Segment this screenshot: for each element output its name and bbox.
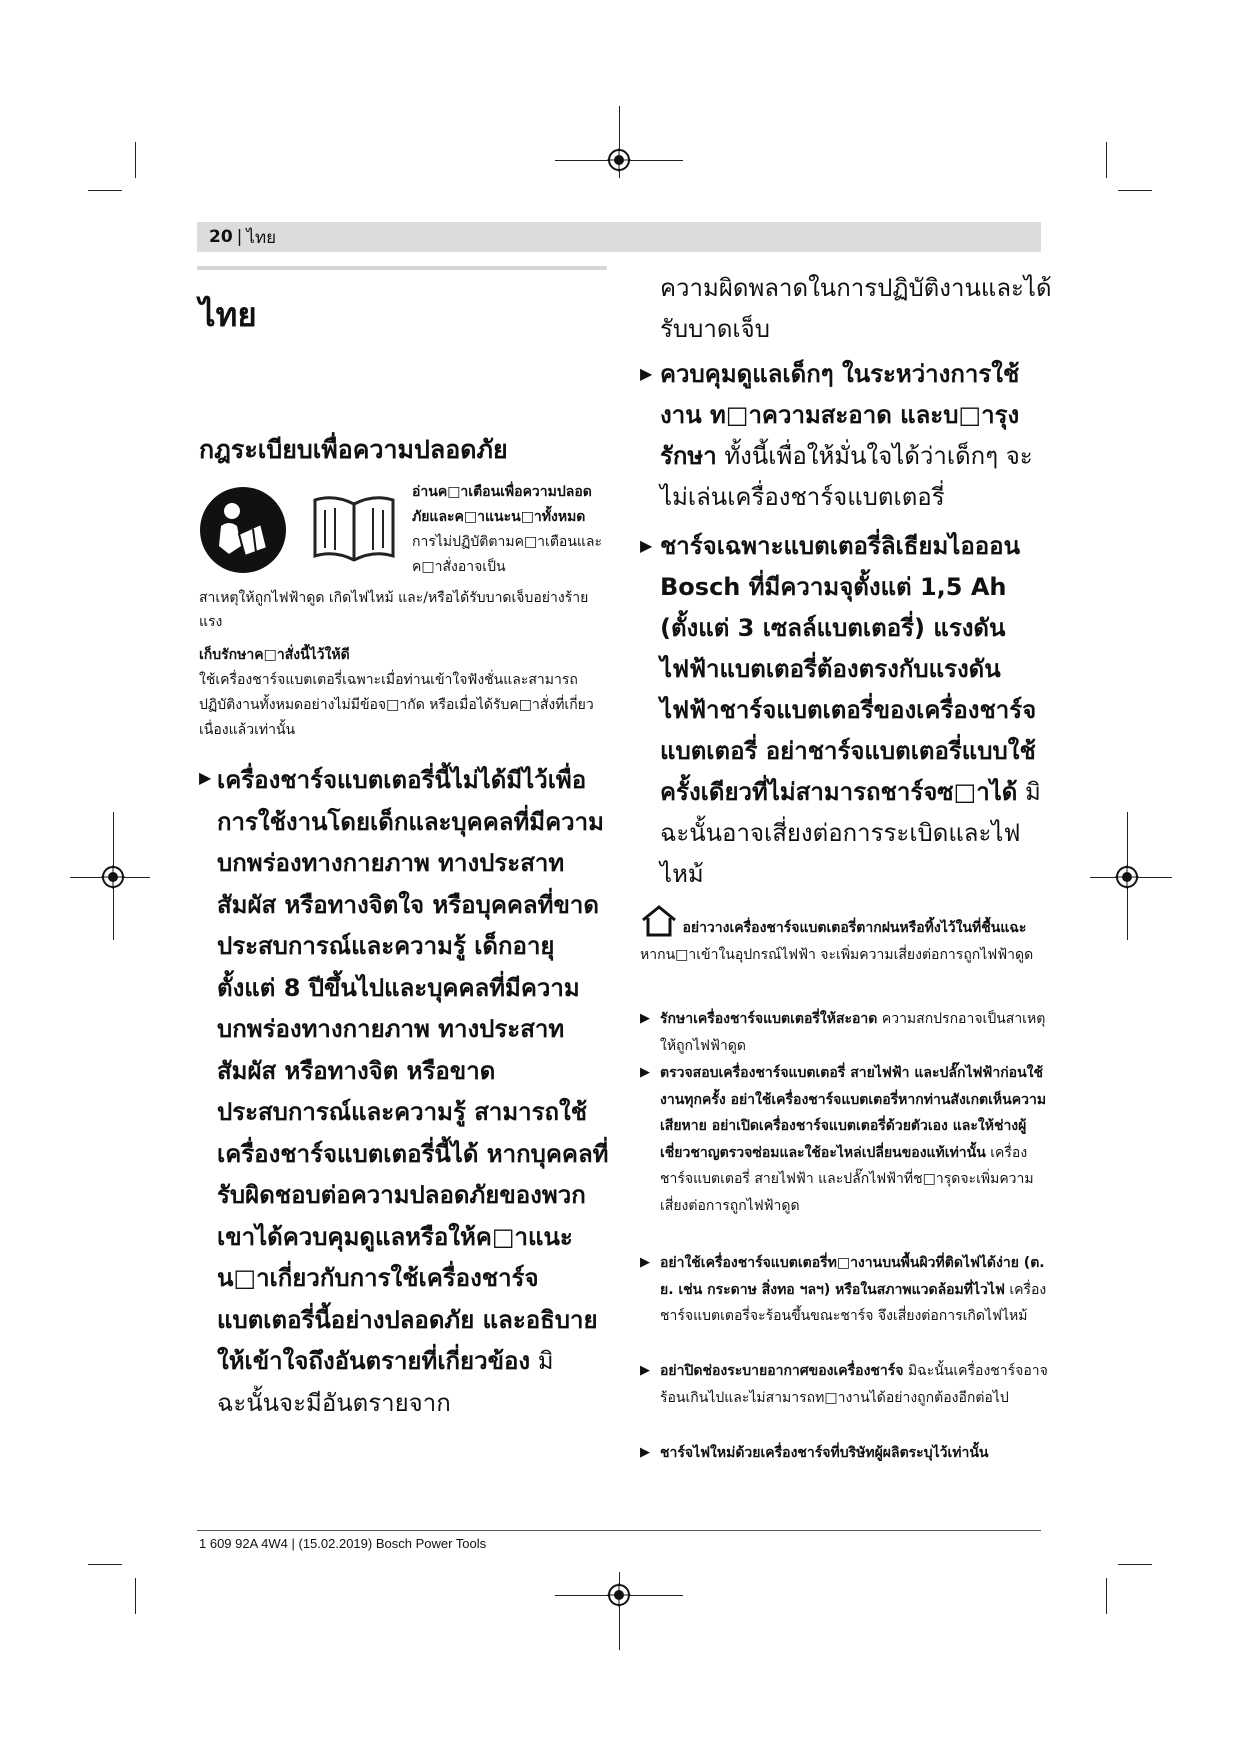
warning-body: การไม่ปฏิบัติตามค□าเตือนและค□าสั่งอาจเป็น bbox=[412, 534, 603, 575]
warning-continued: สาเหตุให้ถูกไฟฟ้าดูด เกิดไฟไหม้ และ/หรือได้รับบาดเจ็บอย่างร้ายแรง bbox=[199, 590, 589, 630]
bullet-marker: ▶ bbox=[640, 1255, 650, 1270]
small-bullet-bold: ชาร์จไฟใหม่ด้วยเครื่องชาร์จที่บริษัทผู้ผลิตระบุไว้เท่านั้น bbox=[660, 1445, 989, 1461]
indoor-use-bold: อย่าวางเครื่องชาร์จแบตเตอรี่ตากฝนหรือทิ้งไว้ในที่ชื้นแฉะ bbox=[682, 920, 1027, 936]
small-bullet-text: เครื่องชาร์จแบตเตอรี่จะร้อนขึ้นขณะชาร์จ จึงเสี่ยงต่อการเกิดไฟไหม้ bbox=[660, 1281, 1047, 1324]
small-bullet-bold: อย่าปิดช่องระบายอากาศของเครื่องชาร์จ bbox=[660, 1363, 904, 1379]
bullet-marker: ▶ bbox=[199, 768, 212, 787]
header-language: ไทย bbox=[246, 227, 277, 248]
page-footer: 1 609 92A 4W4 | (15.02.2019) Bosch Power Tools bbox=[199, 1536, 487, 1551]
indoor-use-text: หากน□าเข้าในอุปกรณ์ไฟฟ้า จะเพิ่มความเสี่ยงต่อการถูกไฟฟ้าดูด bbox=[640, 947, 1034, 963]
indoor-use-house-icon bbox=[640, 904, 678, 938]
bullet-children bbox=[199, 760, 609, 1424]
column-rule bbox=[197, 266, 607, 270]
indoor-use-note bbox=[640, 904, 1050, 969]
bullet-marker: ▶ bbox=[640, 1445, 650, 1460]
section-title: ไทย bbox=[199, 295, 257, 334]
keep-instructions-title: เก็บรักษาค□าสั่งนี้ไว้ให้ดี bbox=[199, 647, 350, 663]
bullet-marker: ▶ bbox=[640, 1011, 650, 1026]
bullet-marker: ▶ bbox=[640, 1065, 650, 1080]
bullet-supervise-text: ทั้งนี้เพื่อให้มั่นใจได้ว่าเด็กๆ จะไม่เล่นเครื่องชาร์จแบตเตอรี่ bbox=[660, 442, 1033, 511]
bullet-lithium-bold: ชาร์จเฉพาะแบตเตอรี่ลิเธียมไอออน Bosch ที่มีความจุตั้งแต่ 1,5 Ah (ตั้งแต่ 3 เซลล์แบตเตอรี่) แรงดันไฟฟ้าแบตเตอรี่ต้องตรงกับแรงดันไฟฟ้าชาร์จแบตเตอรี่ของเครื่องชาร์จแบตเตอรี่ อย่าชาร์จแบตเตอรี่แบบใช้ครั้งเดียวที่ไม่สามารถชาร์จซ□าได้ bbox=[660, 532, 1037, 806]
warning-text bbox=[412, 480, 608, 580]
warning-bold: อ่านค□าเตือนเพื่อความปลอดภัยและค□าแนะน□าทั้งหมด bbox=[412, 484, 592, 525]
right-intro-text: ความผิดพลาดในการปฏิบัติงานและได้รับบาดเจ็บ bbox=[660, 274, 1052, 343]
crop-mark bbox=[135, 1578, 136, 1614]
header-separator: | bbox=[236, 227, 243, 247]
small-bullet bbox=[640, 1006, 1050, 1059]
page-number: 20 bbox=[209, 227, 233, 247]
small-bullet-text: ความสกปรกอาจเป็นสาเหตุให้ถูกไฟฟ้าดูด bbox=[660, 1011, 1046, 1054]
crop-mark bbox=[1118, 1564, 1152, 1565]
footer-rule bbox=[197, 1530, 1041, 1531]
bullet-supervise-bold: ควบคุมดูแลเด็กๆ ในระหว่างการใช้งาน ท□าความสะอาด และบ□ารุงรักษา bbox=[660, 360, 1020, 470]
keep-instructions-text: ใช้เครื่องชาร์จแบตเตอรี่เฉพาะเมื่อท่านเข้าใจฟังชั่นและสามารถปฏิบัติงานทั้งหมดอย่างไม่มีข้อจ□ากัด หรือเมื่อได้รับค□าสั่งที่เกี่ยวเนื่องแล้วเท่านั้น bbox=[199, 672, 594, 738]
crop-mark bbox=[1106, 1578, 1107, 1614]
small-bullet-text: เครื่องชาร์จแบตเตอรี่ สายไฟฟ้า และปลั๊กไฟฟ้าที่ช□ารุดจะเพิ่มความเสี่ยงต่อการถูกไฟฟ้าดูด bbox=[660, 1144, 1034, 1214]
bullet-lithium bbox=[640, 526, 1060, 895]
crop-mark bbox=[135, 142, 136, 178]
bullet-children-text: มิฉะนั้นจะมีอันตรายจาก bbox=[217, 1347, 554, 1417]
crop-mark bbox=[88, 190, 122, 191]
crop-mark bbox=[1118, 190, 1152, 191]
bullet-marker: ▶ bbox=[640, 1363, 650, 1378]
small-bullet-bold: อย่าใช้เครื่องชาร์จแบตเตอรี่ท□างานบนพื้นผิวที่ติดไฟได้ง่าย (ต. ย. เช่น กระดาษ สิ่งทอ ฯลฯ) หรือในสภาพแวดล้อมที่ไวไฟ bbox=[660, 1255, 1045, 1298]
small-bullet bbox=[640, 1060, 1050, 1219]
crop-mark bbox=[88, 1564, 122, 1565]
small-bullet bbox=[640, 1440, 1050, 1467]
small-bullet bbox=[640, 1358, 1050, 1411]
bullet-supervise bbox=[640, 354, 1060, 518]
crop-mark bbox=[1106, 142, 1107, 178]
bullet-marker: ▶ bbox=[640, 536, 653, 555]
bullet-children-bold: เครื่องชาร์จแบตเตอรี่นี้ไม่ได้มีไว้เพื่อการใช้งานโดยเด็กและบุคคลที่มีความบกพร่องทางกายภาพ ทางประสาทสัมผัส หรือทางจิตใจ หรือบุคคลที่ขาดประสบการณ์และความรู้ เด็กอายุตั้งแต่ 8 ปีขึ้นไปและบุคคลที่มีความบกพร่องทางกายภาพ ทางประสาทสัมผัส หรือทางจิต หรือขาดประสบการณ์และความรู้ สามารถใช้เครื่องชาร์จแบตเตอรี่นี้ได้ หากบุคคลที่รับผิดชอบต่อความปลอดภัยของพวกเขาได้ควบคุมดูแลหรือให้ค□าแนะน□าเกี่ยวกับการใช้เครื่องชาร์จแบตเตอรี่นี้อย่างปลอดภัย และอธิบายให้เข้าใจถึงอันตรายที่เกี่ยวข้อง bbox=[217, 766, 609, 1375]
bullet-marker: ▶ bbox=[640, 364, 653, 383]
small-bullet-text: มิฉะนั้นเครื่องชาร์จอาจร้อนเกินไปและไม่สามารถท□างานได้อย่างถูกต้องอีกต่อไป bbox=[660, 1363, 1048, 1406]
person-reading-manual-icon bbox=[199, 486, 287, 574]
safety-heading: กฎระเบียบเพื่อความปลอดภัย bbox=[199, 435, 508, 464]
small-bullet-bold: รักษาเครื่องชาร์จแบตเตอรี่ให้สะอาด bbox=[660, 1011, 878, 1027]
open-book-icon bbox=[309, 490, 399, 568]
small-bullet bbox=[640, 1250, 1050, 1330]
small-bullet-bold: ตรวจสอบเครื่องชาร์จแบตเตอรี่ สายไฟฟ้า และปลั๊กไฟฟ้าก่อนใช้งานทุกครั้ง อย่าใช้เครื่องชาร์จแบตเตอรี่หากท่านสังเกตเห็นความเสียหาย อย่าเปิดเครื่องชาร์จแบตเตอรี่ด้วยตัวเอง และให้ช่างผู้เชี่ยวชาญตรวจซ่อมและใช้อะไหล่เปลี่ยนของแท้เท่านั้น bbox=[660, 1065, 1047, 1161]
page-header bbox=[197, 222, 1041, 252]
bullet-lithium-text: มิฉะนั้นอาจเสี่ยงต่อการระเบิดและไฟไหม้ bbox=[660, 778, 1041, 888]
